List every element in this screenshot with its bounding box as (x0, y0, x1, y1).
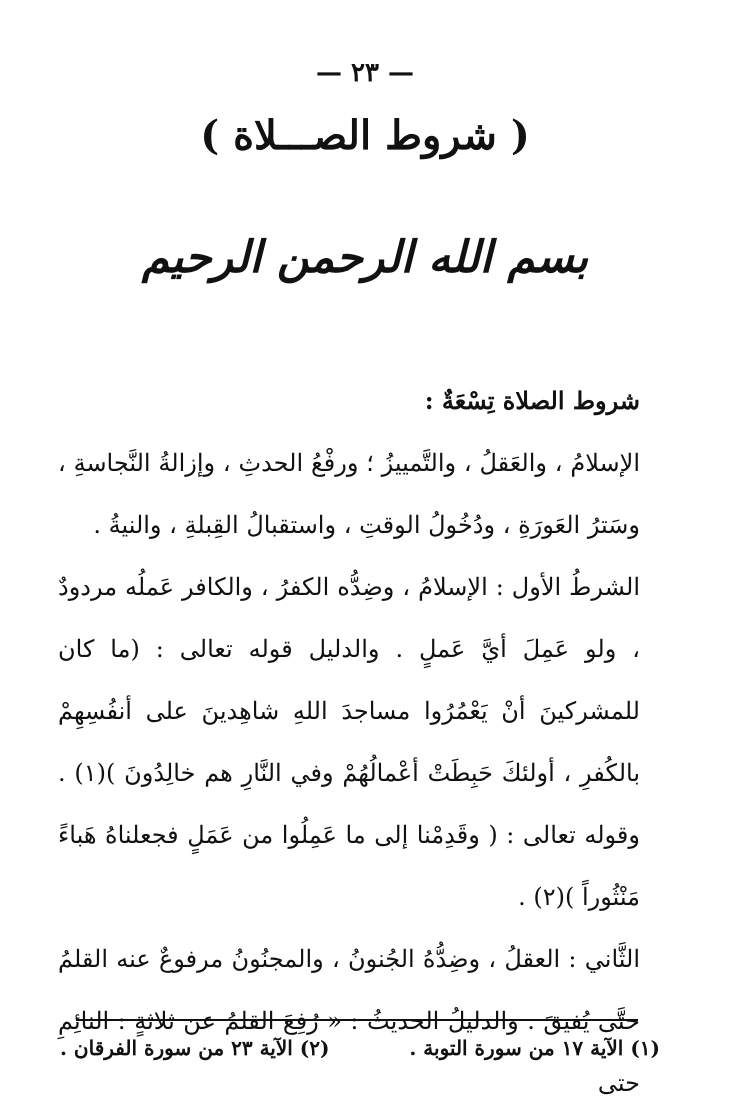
footnote-divider (76, 1019, 638, 1021)
footnotes (60, 1036, 660, 1060)
paragraph-conditions-list: الإسلامُ ، والعَقلُ ، والتَّمييزُ ؛ ورفْعُ الحدثِ ، وإزالةُ النَّجاسةِ ، وسَترُ العَورَةِ ، ودُخُولُ الوقتِ ، واستقبالُ القِبلةِ ، والنيةُ . (58, 449, 640, 539)
body-text (58, 370, 640, 1114)
footnote-1: (١) الآية ١٧ من سورة التوبة . (409, 1036, 660, 1060)
footnote-2: (٢) الآية ٢٣ من سورة الفرقان . (60, 1036, 330, 1060)
page-number: — ٢٣ — (315, 58, 415, 88)
intro-line: شروط الصلاة تِسْعَةٌ : (424, 386, 640, 415)
paragraph-second-condition: الثَّاني : العقلُ ، وضِدُّهُ الجُنونُ ، والمجنُونُ مرفوعٌ عنه القلمُ حتَّى يُفيقَ . والدليلُ الحديثُ : « رُفِعَ القلمُ عن ثلاثةٍ : النائِمِ حتى (58, 945, 640, 1097)
basmala-calligraphy: بسم الله الرحمن الرحيم (141, 232, 589, 283)
page-title: ( شروط الصـــلاة ) (200, 112, 530, 159)
paragraph-first-condition: الشرطُ الأول : الإسلامُ ، وضِدُّه الكفرُ ، والكافر عَملُه مردودٌ ، ولو عَمِلَ أيَّ عَملٍ . والدليل قوله تعالى : (ما كان للمشركينَ أنْ يَعْمُرُوا مساجدَ اللهِ شاهِدينَ على أنفُسِهِمْ بالكُفرِ ، أولئكَ حَبِطَتْ أعْمالُهُمْ وفي النَّارِ هم خالِدُونَ )(١) . وقوله تعالى : ( وقَدِمْنا إلى ما عَمِلُوا من عَمَلٍ فجعلناهُ هَباءً مَنْثُوراً )(٢) . (58, 573, 640, 911)
